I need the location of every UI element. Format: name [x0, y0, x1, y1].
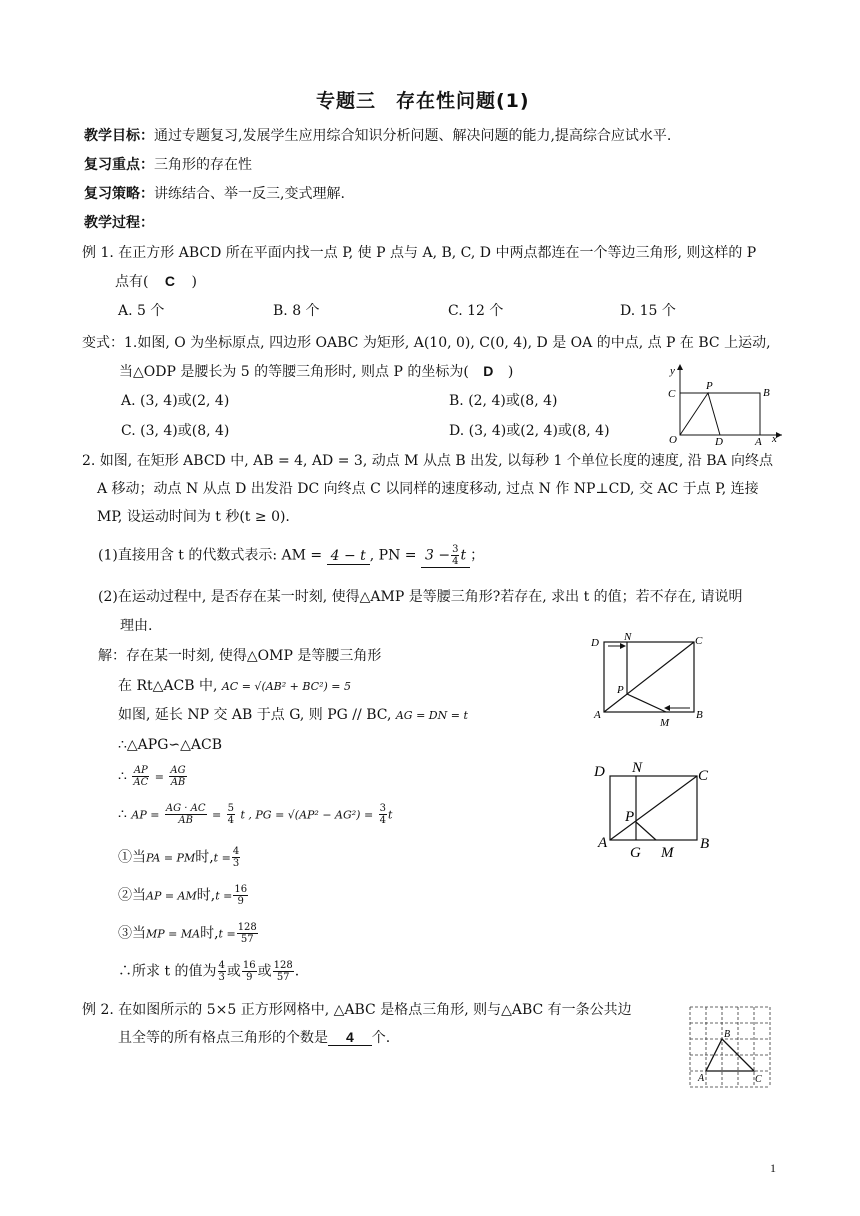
- variant1-answer: D: [483, 363, 494, 379]
- pg-fraction: [379, 803, 387, 826]
- conclusion-v1-num: 4: [218, 960, 225, 971]
- ap-equals: =: [211, 808, 222, 822]
- ratio-left: [132, 765, 149, 788]
- case2: [118, 884, 249, 907]
- ap-value-num: 5: [227, 803, 235, 814]
- grid-label-b: B: [724, 1029, 731, 1040]
- variant1-coordinate-figure: [660, 360, 785, 445]
- variant1-option-d: D. (3, 4)或(2, 4)或(8, 4): [449, 423, 610, 439]
- solution-intro: 解：存在某一时刻, 使得△OMP 是等腰三角形: [98, 648, 382, 664]
- teaching-goal: [84, 127, 671, 145]
- case1-den: 3: [232, 858, 240, 869]
- conclusion-or-1: 或: [226, 963, 241, 980]
- fig2-label-g: G: [630, 845, 641, 861]
- rectangle-oabc: [680, 393, 760, 435]
- case2-condition: AP = AM: [146, 889, 197, 903]
- part1-prompt: (1)直接用含 t 的代数式表示: AM =: [98, 547, 323, 564]
- solution-rt-formula: AC = √(AB² + BC²) = 5: [221, 680, 351, 693]
- solution-rt: [118, 677, 351, 696]
- case1-prefix: ①当: [118, 849, 146, 866]
- conclusion-v3: [273, 960, 294, 983]
- conclusion-or-2: 或: [257, 963, 272, 980]
- case1-t: t =: [213, 851, 231, 865]
- example1-close: ): [191, 274, 197, 290]
- pn-den: 4: [452, 556, 459, 567]
- pg-num: 3: [379, 803, 387, 814]
- pn-num: 3: [452, 544, 459, 555]
- question2-part2-line2: 理由.: [120, 618, 153, 634]
- fig2-label-n: N: [632, 760, 643, 776]
- right-arrow-icon: [620, 643, 626, 649]
- conclusion-v3-den: 57: [276, 972, 290, 983]
- conclusion-v2-den: 9: [246, 972, 253, 983]
- case3-num: 128: [237, 922, 257, 933]
- ratio-left-num: AP: [133, 765, 148, 776]
- page-title: 专题三 存在性问题(1): [316, 90, 530, 112]
- example2-prompt: 且全等的所有格点三角形的个数是: [118, 1030, 328, 1046]
- question2-line1: 2. 如图, 在矩形 ABCD 中, AB = 4, AD = 3, 动点 M 从点 B 出发, 以每秒 1 个单位长度的速度, 沿 BA 向终点: [82, 453, 774, 469]
- solution-extend-text: 如图, 延长 NP 交 AB 于点 G, 则 PG // BC,: [118, 707, 392, 723]
- variant1-line2: [119, 362, 513, 381]
- conclusion-v1: [218, 960, 226, 983]
- left-arrow-icon: [664, 705, 670, 711]
- example1-answer: C: [164, 273, 176, 289]
- fig2-label-c: C: [698, 768, 709, 784]
- case3-condition: MP = MA: [146, 927, 201, 941]
- example2-grid-figure: [688, 1005, 774, 1091]
- case2-value: [233, 884, 248, 907]
- question2-figure-1: [588, 630, 718, 730]
- ap-num: AG · AC: [165, 803, 206, 814]
- segment-pm: [627, 694, 666, 712]
- pn-term: 3 −: [425, 547, 451, 564]
- grid-label-a: A: [698, 1073, 705, 1084]
- conclusion-v2: [242, 960, 257, 983]
- teaching-process: [84, 214, 154, 232]
- example1-option-c: C. 12 个: [448, 303, 504, 319]
- case3-prefix: ③当: [118, 925, 146, 942]
- fig2-label-a: A: [598, 835, 608, 851]
- review-focus: [84, 156, 252, 174]
- case3-value: [237, 922, 258, 945]
- equals: =: [154, 770, 164, 784]
- ratio-left-den: AC: [133, 777, 149, 788]
- fig1-label-c: C: [695, 635, 703, 647]
- y-axis-arrow-icon: [677, 364, 683, 370]
- conclusion-v3-num: 128: [273, 960, 293, 971]
- variant1-line1: 变式：1.如图, O 为坐标原点, 四边形 OABC 为矩形, A(10, 0), C(0, 4), D 是 OA 的中点, 点 P 在 BC 上运动,: [82, 335, 771, 351]
- label-x: x: [772, 433, 777, 445]
- segment-pm-2: [636, 822, 656, 840]
- case3: [118, 922, 259, 945]
- example1-option-b: B. 8 个: [273, 303, 320, 319]
- question2-line3: MP, 设运动时间为 t 秒(t ≥ 0).: [97, 509, 290, 525]
- case1: [118, 846, 241, 869]
- variant1-close: ): [507, 364, 514, 380]
- part1-pn-answer: [421, 544, 470, 568]
- case1-condition: PA = PM: [146, 851, 196, 865]
- solution-ratio: [118, 765, 188, 788]
- example1-option-a: A. 5 个: [118, 303, 165, 319]
- pg-formula: t , PG = √(AP² − AG²) =: [240, 808, 374, 822]
- review-focus-label: 复习重点：: [84, 157, 154, 173]
- variant1-option-b: B. (2, 4)或(8, 4): [449, 393, 558, 409]
- therefore-symbol: ∴: [118, 768, 127, 785]
- case2-num: 16: [234, 884, 248, 895]
- fig1-label-n: N: [624, 631, 632, 643]
- question2-part1: [98, 544, 484, 568]
- fig1-label-a: A: [594, 709, 601, 721]
- ap-den: AB: [178, 815, 193, 826]
- example2-line1: 例 2. 在如图所示的 5×5 正方形网格中, △ABC 是格点三角形, 则与△ABC 有一条公共边: [82, 1002, 632, 1018]
- part1-sep: , PN =: [369, 547, 417, 564]
- review-strategy: [84, 185, 345, 203]
- ap-value-fraction: [227, 803, 235, 826]
- question2-figure-2: [590, 756, 730, 864]
- ap-prefix: AP =: [131, 808, 160, 822]
- part1-am-answer: 4 − t: [327, 548, 370, 565]
- ratio-right: [169, 765, 186, 788]
- fig2-label-p: P: [625, 809, 635, 825]
- variant1-prompt: 当△ODP 是腰长为 5 的等腰三角形时, 则点 P 的坐标为(: [119, 364, 469, 380]
- label-y: y: [670, 365, 675, 377]
- ratio-right-den: AB: [170, 777, 186, 788]
- label-c: C: [668, 388, 676, 400]
- example1-option-d: D. 15 个: [620, 303, 676, 319]
- example2-line2: [118, 1029, 390, 1047]
- case2-mid: 时,: [196, 887, 216, 904]
- label-b: B: [763, 387, 770, 399]
- pn-t: t: [460, 547, 467, 564]
- pg-den: 4: [379, 815, 387, 826]
- case1-num: 4: [232, 846, 240, 857]
- conclusion: [118, 960, 299, 983]
- case2-den: 9: [237, 896, 244, 907]
- solution-rt-text: 在 Rt△ACB 中,: [118, 678, 218, 694]
- fig2-label-b: B: [700, 836, 710, 852]
- diagonal-ac: [604, 642, 694, 712]
- fig2-label-d: D: [594, 764, 605, 780]
- review-focus-text: 三角形的存在性: [154, 157, 252, 173]
- x-axis-arrow-icon: [776, 432, 782, 438]
- part1-end: ；: [470, 547, 485, 564]
- teaching-process-label: 教学过程：: [84, 215, 154, 231]
- example1-line1: 例 1. 在正方形 ABCD 所在平面内找一点 P, 使 P 点与 A, B, C, D 中两点都连在一个等边三角形, 则这样的 P: [82, 245, 757, 261]
- case3-t: t =: [218, 927, 236, 941]
- ap-value-den: 4: [227, 815, 235, 826]
- variant1-option-a: A. (3, 4)或(2, 4): [121, 393, 230, 409]
- conclusion-v1-den: 3: [218, 972, 225, 983]
- fig1-label-m: M: [660, 717, 670, 729]
- example2-suffix: 个.: [371, 1030, 391, 1046]
- fig1-label-p: P: [617, 684, 624, 696]
- example1-prompt: 点有(: [115, 274, 149, 290]
- example1-line2: [115, 272, 197, 291]
- conclusion-v2-num: 16: [242, 960, 256, 971]
- review-strategy-text: 讲练结合、举一反三,变式理解.: [154, 186, 345, 202]
- case3-mid: 时,: [200, 925, 219, 942]
- label-p: P: [706, 380, 713, 392]
- case2-t: t =: [215, 889, 233, 903]
- therefore-symbol-2: ∴: [118, 806, 127, 823]
- label-a: A: [755, 436, 762, 445]
- teaching-goal-label: 教学目标：: [84, 128, 154, 144]
- label-o: O: [669, 434, 677, 445]
- fig2-label-m: M: [661, 845, 674, 861]
- grid-label-c: C: [755, 1074, 762, 1085]
- question2-part2-line1: (2)在运动过程中, 是否存在某一时刻, 使得△AMP 是等腰三角形?若存在, 求出 t 的值；若不存在, 请说明: [98, 589, 743, 605]
- page-number: 1: [770, 1161, 776, 1175]
- fig1-label-d: D: [591, 637, 599, 649]
- triangle-odp: [680, 393, 720, 435]
- teaching-goal-text: 通过专题复习,发展学生应用综合知识分析问题、解决问题的能力,提高综合应试水平.: [154, 128, 672, 144]
- pn-fraction: [451, 544, 459, 567]
- label-d: D: [715, 436, 723, 445]
- example2-answer: 4: [328, 1029, 372, 1046]
- ratio-right-num: AG: [170, 765, 186, 776]
- review-strategy-label: 复习策略：: [84, 186, 154, 202]
- solution-similar: ∴△APG∽△ACB: [118, 737, 222, 753]
- case2-prefix: ②当: [118, 887, 146, 904]
- case1-mid: 时,: [195, 849, 214, 866]
- conclusion-end: .: [294, 963, 300, 980]
- pg-t: t: [388, 808, 393, 822]
- case1-value: [232, 846, 240, 869]
- solution-extend-formula: AG = DN = t: [395, 709, 468, 722]
- question2-line2: A 移动；动点 N 从点 D 出发沿 DC 向终点 C 以同样的速度移动, 过点 N 作 NP⊥CD, 交 AC 于点 P, 连接: [97, 481, 759, 497]
- ap-fraction: [165, 803, 207, 826]
- conclusion-prefix: ∴所求 t 的值为: [118, 963, 217, 980]
- fig1-label-b: B: [696, 709, 703, 721]
- solution-ap: [118, 803, 392, 826]
- variant1-option-c: C. (3, 4)或(8, 4): [121, 423, 230, 439]
- solution-extend: [118, 706, 468, 725]
- diagonal-ac-2: [610, 776, 697, 840]
- case3-den: 57: [240, 934, 254, 945]
